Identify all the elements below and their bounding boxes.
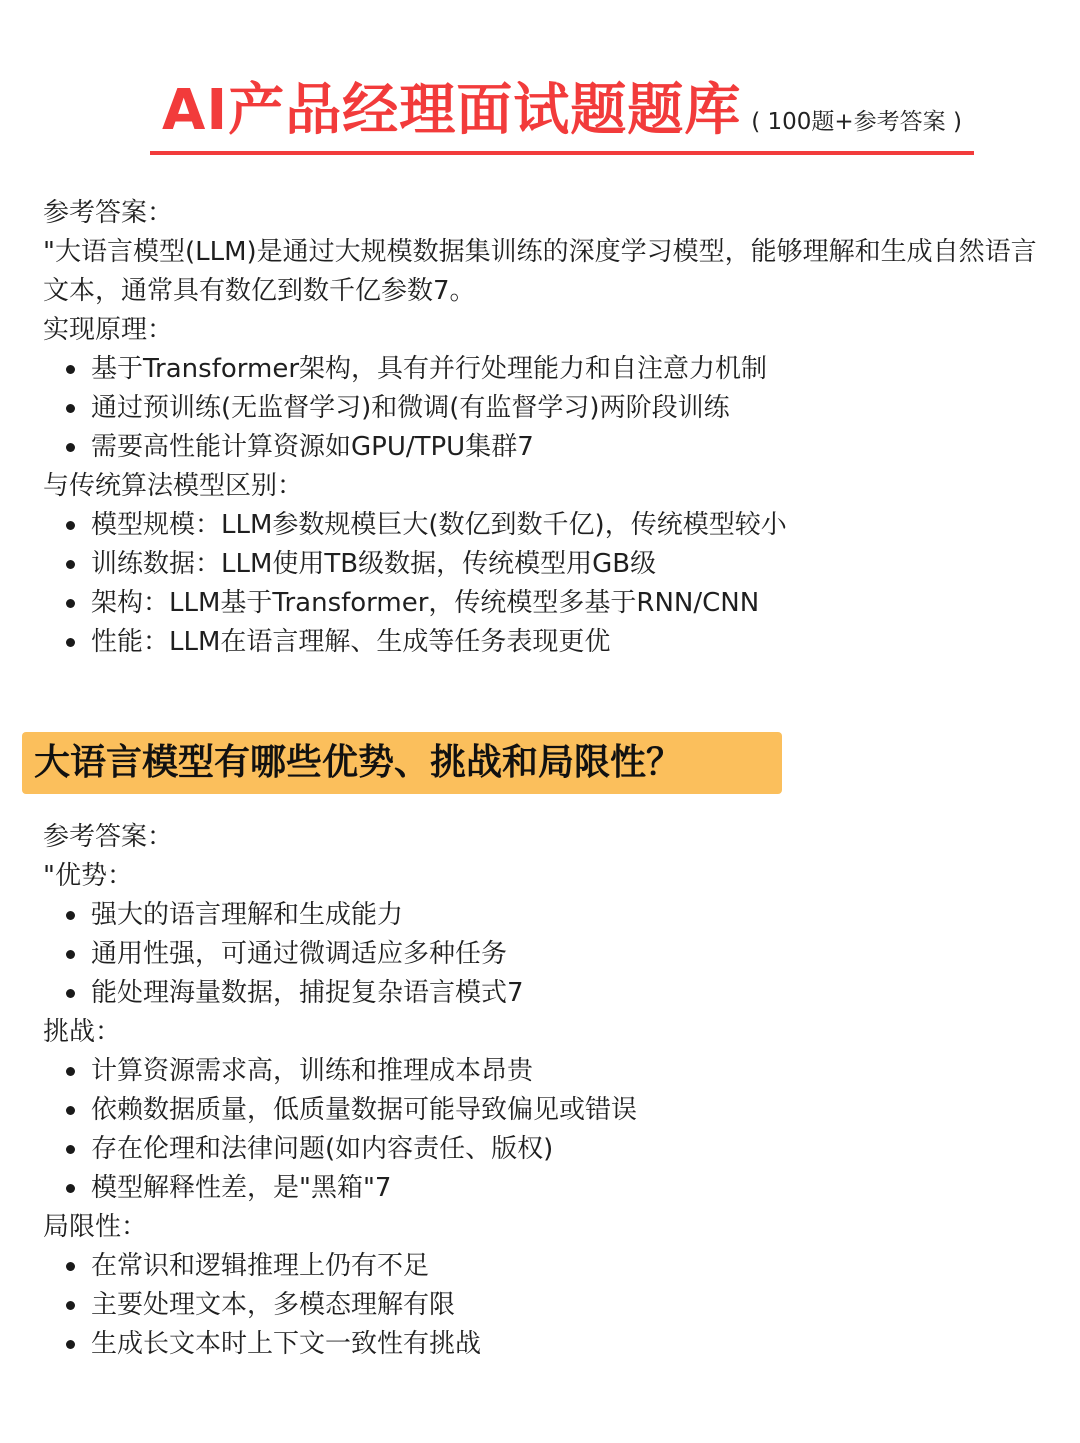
- list-item: 在常识和逻辑推理上仍有不足: [62, 1247, 481, 1286]
- list-item: 计算资源需求高，训练和推理成本昂贵: [62, 1052, 637, 1091]
- bullet-icon: [66, 1067, 75, 1076]
- challenge-list: [62, 1052, 637, 1208]
- principle-label: 实现原理：: [43, 315, 174, 345]
- bullet-icon: [66, 638, 75, 647]
- list-item: 性能：LLM在语言理解、生成等任务表现更优: [62, 623, 787, 662]
- bullet-icon: [66, 911, 75, 920]
- list-item: 存在伦理和法律问题(如内容责任、版权): [62, 1130, 637, 1169]
- bullet-icon: [66, 950, 75, 959]
- question-title: 大语言模型有哪些优势、挑战和局限性？: [34, 742, 683, 783]
- advantage-list: [62, 896, 524, 1013]
- bullet-icon: [66, 989, 75, 998]
- list-item: 强大的语言理解和生成能力: [62, 896, 524, 935]
- bullet-icon: [66, 1184, 75, 1193]
- diff-label: 与传统算法模型区别：: [43, 471, 304, 501]
- list-item: 训练数据：LLM使用TB级数据，传统模型用GB级: [62, 545, 787, 584]
- bullet-icon: [66, 1145, 75, 1154]
- challenge-label: 挑战：: [43, 1017, 122, 1047]
- limitation-label: 局限性：: [43, 1212, 148, 1242]
- list-item: 模型解释性差，是"黑箱"7: [62, 1169, 637, 1208]
- list-item: 依赖数据质量，低质量数据可能导致偏见或错误: [62, 1091, 637, 1130]
- limitation-list: [62, 1247, 481, 1364]
- principle-list: [62, 350, 767, 467]
- bullet-icon: [66, 1262, 75, 1271]
- list-item: 主要处理文本，多模态理解有限: [62, 1286, 481, 1325]
- bullet-icon: [66, 404, 75, 413]
- answer-label: 参考答案：: [43, 198, 174, 228]
- bullet-icon: [66, 1340, 75, 1349]
- llm-definition: "大语言模型(LLM)是通过大规模数据集训练的深度学习模型，能够理解和生成自然语言文本，通常具有数亿到数千亿参数7。: [43, 237, 1037, 306]
- list-item: 通用性强，可通过微调适应多种任务: [62, 935, 524, 974]
- advantage-label: "优势：: [43, 861, 133, 891]
- bullet-icon: [66, 365, 75, 374]
- list-item: 能处理海量数据，捕捉复杂语言模式7: [62, 974, 524, 1013]
- list-item: 模型规模：LLM参数规模巨大(数亿到数千亿)，传统模型较小: [62, 506, 787, 545]
- diff-list: [62, 506, 787, 662]
- question-banner: [22, 732, 782, 794]
- list-item: 基于Transformer架构，具有并行处理能力和自注意力机制: [62, 350, 767, 389]
- bullet-icon: [66, 443, 75, 452]
- list-item: 架构：LLM基于Transformer，传统模型多基于RNN/CNN: [62, 584, 787, 623]
- page-subtitle: ( 100题+参考答案 ): [751, 109, 962, 135]
- bullet-icon: [66, 599, 75, 608]
- page-header: [150, 78, 974, 158]
- bullet-icon: [66, 1106, 75, 1115]
- bullet-icon: [66, 521, 75, 530]
- bullet-icon: [66, 1301, 75, 1310]
- title-row: [150, 78, 974, 144]
- answer-label: 参考答案：: [43, 822, 174, 852]
- title-underline: [150, 151, 974, 155]
- bullet-icon: [66, 560, 75, 569]
- page-title: AI产品经理面试题题库: [162, 78, 742, 143]
- list-item: 需要高性能计算资源如GPU/TPU集群7: [62, 428, 767, 467]
- list-item: 生成长文本时上下文一致性有挑战: [62, 1325, 481, 1364]
- list-item: 通过预训练(无监督学习)和微调(有监督学习)两阶段训练: [62, 389, 767, 428]
